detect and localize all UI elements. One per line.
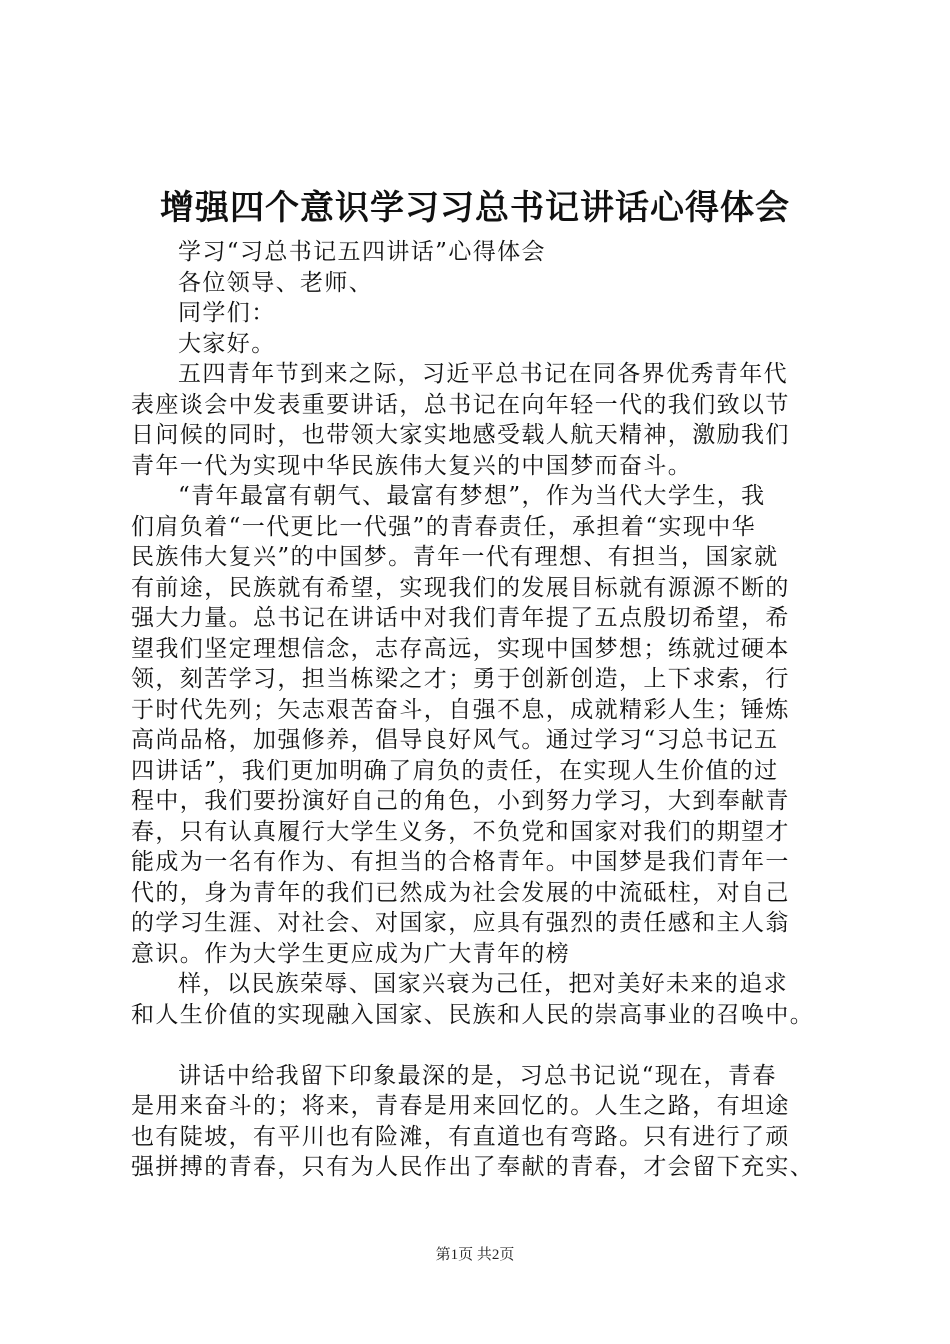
text-line: 强拼搏的青春，只有为人民作出了奉献的青春，才会留下充实、: [131, 1154, 815, 1180]
text-line: 强大力量。总书记在讲话中对我们青年提了五点殷切希望，希: [131, 605, 790, 631]
text-line: 民族伟大复兴”的中国梦。青年一代有理想、有担当，国家就: [131, 544, 779, 570]
text-line: 春，只有认真履行大学生义务，不负党和国家对我们的期望才: [131, 818, 790, 845]
text-line: 各位领导、老师、: [178, 269, 374, 296]
text-line: 的学习生涯、对社会、对国家，应具有强烈的责任感和主人翁: [131, 910, 790, 936]
text-line: 高尚品格，加强修养，倡导良好风气。通过学习“习总书记五: [131, 727, 779, 753]
text-line: 大家好。: [178, 330, 276, 357]
text-line: 五四青年节到来之际，习近平总书记在同各界优秀青年代: [178, 361, 788, 387]
text-line: 领，刻苦学习，担当栋梁之才；勇于创新创造，上下求索，行: [131, 666, 790, 692]
text-line: 是用来奋斗的；将来，青春是用来回忆的。人生之路，有坦途: [131, 1093, 790, 1119]
text-line: 表座谈会中发表重要讲话，总书记在向年轻一代的我们致以节: [131, 391, 790, 418]
page-footer: 第1页 共2页: [435, 1247, 515, 1263]
text-line: 和人生价值的实现融入国家、民族和人民的崇高事业的召唤中。: [131, 1001, 815, 1028]
text-line: 程中，我们要扮演好自己的角色，小到努力学习，大到奉献青: [131, 788, 790, 814]
text-line: 日问候的同时，也带领大家实地感受载人航天精神，激励我们: [131, 422, 790, 448]
text-line: 青年一代为实现中华民族伟大复兴的中国梦而奋斗。: [131, 452, 693, 479]
paragraph-gap: [131, 1030, 851, 1061]
text-line: 们肩负着“一代更比一代强”的青春责任，承担着“实现中华: [131, 513, 757, 540]
text-line: 代的，身为青年的我们已然成为社会发展的中流砥柱，对自己: [131, 879, 790, 906]
text-line: 能成为一名有作为、有担当的合格青年。中国梦是我们青年一: [131, 849, 790, 875]
document-title: 增强四个意识学习习总书记讲话心得体会: [160, 188, 790, 228]
text-line: 有前途，民族就有希望，实现我们的发展目标就有源源不断的: [131, 574, 790, 601]
text-line: 意识。作为大学生更应成为广大青年的榜: [131, 940, 571, 967]
text-line: 四讲话”，我们更加明确了肩负的责任，在实现人生价值的过: [131, 757, 779, 784]
text-line: 学习“习总书记五四讲话”心得体会: [178, 239, 546, 265]
text-line: “青年最富有朝气、最富有梦想”，作为当代大学生，我: [178, 483, 766, 509]
text-line: 样，以民族荣辱、国家兴衰为己任，把对美好未来的追求: [178, 971, 788, 997]
text-line: 也有陡坡，有平川也有险滩，有直道也有弯路。只有进行了顽: [131, 1123, 790, 1150]
text-line: 讲话中给我留下印象最深的是，习总书记说“现在，青春: [178, 1062, 777, 1089]
text-line: 望我们坚定理想信念，志存高远，实现中国梦想；练就过硬本: [131, 635, 790, 662]
text-line: 同学们：: [178, 300, 276, 326]
text-line: 于时代先列；矢志艰苦奋斗，自强不息，成就精彩人生；锤炼: [131, 696, 790, 723]
document-body: [131, 237, 851, 1183]
